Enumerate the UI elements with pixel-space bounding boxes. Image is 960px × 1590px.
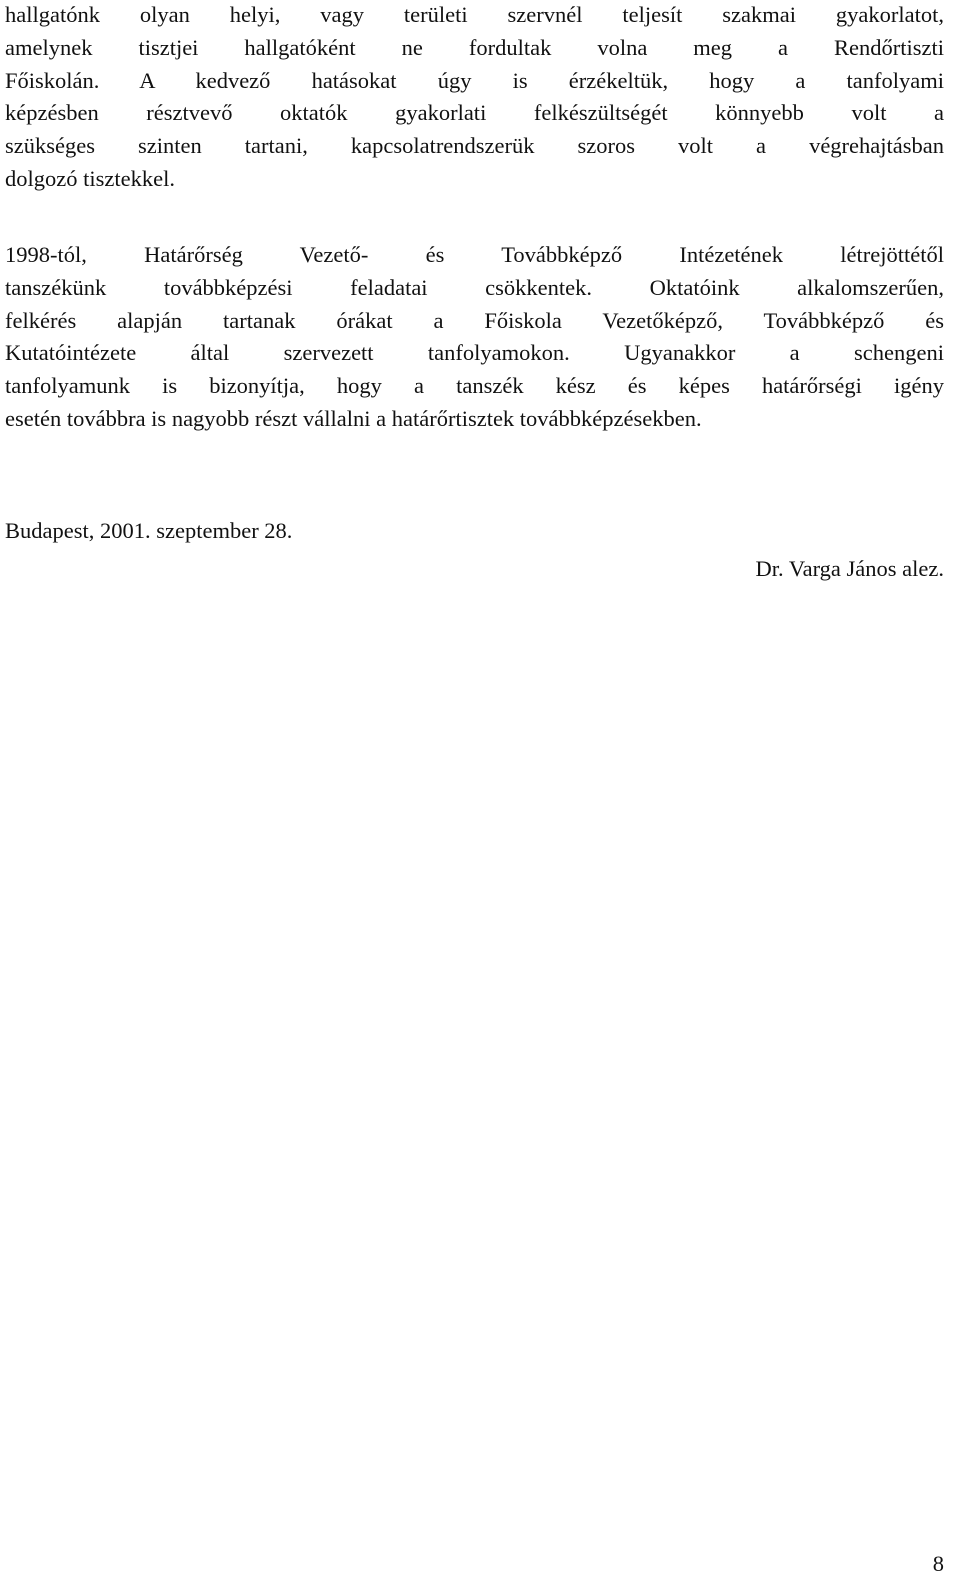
text-line: hallgatónk olyan helyi, vagy területi szervnél teljesít szakmai gyakorlatot, bbox=[5, 2, 944, 27]
text-line: tanfolyamunk is bizonyítja, hogy a tanszék kész és képes határőrségi igény bbox=[5, 373, 944, 399]
text-line: felkérés alapján tartanak órákat a Főiskola Vezetőképző, Továbbképző és bbox=[5, 307, 944, 333]
signature-name: Dr. Varga János alez. bbox=[755, 556, 944, 581]
text-line: amelynek tisztjei hallgatóként ne fordultak volna meg a Rendőrtiszti bbox=[5, 34, 944, 60]
page-number: 8 bbox=[932, 1551, 944, 1576]
text-line: szükséges szinten tartani, kapcsolatrendszerük szoros volt a végrehajtásban bbox=[5, 133, 944, 159]
text-line: tanszékünk továbbképzési feladatai csökkentek. Oktatóink alkalomszerűen, bbox=[5, 274, 944, 300]
place-and-date: Budapest, 2001. szeptember 28. bbox=[5, 518, 293, 543]
paragraph-tovabbkepzes bbox=[5, 239, 944, 436]
document-page bbox=[5, 0, 944, 1590]
text-line: 1998-tól, Határőrség Vezető- és Továbbképző Intézetének létrejöttétől bbox=[5, 242, 944, 267]
paragraph-gyakorlat bbox=[5, 0, 944, 196]
text-line: dolgozó tisztekkel. bbox=[5, 165, 175, 191]
text-line: esetén továbbra is nagyobb részt vállalni a határőrtisztek továbbképzésekben. bbox=[5, 405, 702, 431]
text-line: Kutatóintézete által szervezett tanfolyamokon. Ugyanakkor a schengeni bbox=[5, 340, 944, 366]
text-line: képzésben résztvevő oktatók gyakorlati felkészültségét könnyebb volt a bbox=[5, 100, 944, 126]
text-line: Főiskolán. A kedvező hatásokat úgy is érzékeltük, hogy a tanfolyami bbox=[5, 67, 944, 93]
